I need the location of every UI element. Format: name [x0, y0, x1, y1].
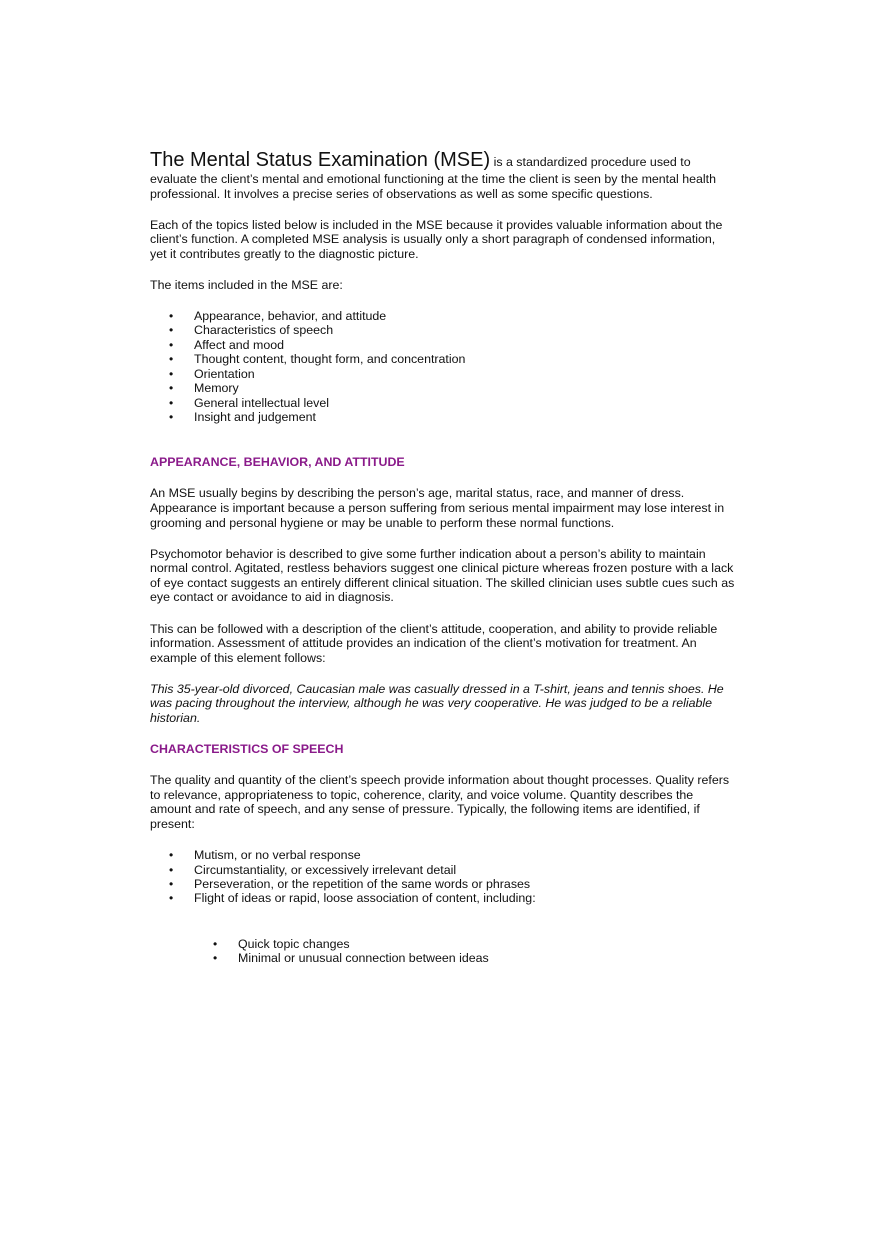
- appearance-paragraph-3: This can be followed with a description of the client’s attitude, cooperation, and ability to provide reliable information. Assessment of attitude provides an indication of the client’s motivation for treatment. An example of this element follows:: [150, 621, 718, 665]
- list-item: • Minimal or unusual connection between ideas: [194, 951, 735, 965]
- list-item: • Orientation: [150, 367, 735, 381]
- appearance-paragraph-1: An MSE usually begins by describing the person’s age, marital status, race, and manner of dress. Appearance is important because a person suffering from serious mental impairment may lose interest in grooming and personal hygiene or may be unable to perform these normal functions.: [150, 486, 725, 530]
- list-item: • Affect and mood: [150, 338, 735, 352]
- section-heading-appearance: APPEARANCE, BEHAVIOR, AND ATTITUDE: [150, 455, 405, 470]
- list-item: • Perseveration, or the repetition of the same words or phrases: [150, 877, 735, 891]
- list-item: • Circumstantiality, or excessively irrelevant detail: [150, 863, 735, 877]
- intro-paragraph: [150, 148, 735, 201]
- document-page: [150, 148, 735, 966]
- list-item: • Appearance, behavior, and attitude: [150, 309, 735, 323]
- speech-subitems-list: [150, 937, 735, 966]
- appearance-paragraph-2: Psychomotor behavior is described to give some further indication about a person’s ability to maintain normal control. Agitated, restless behaviors suggest one clinical picture whereas frozen posture with a lack of eye contact suggests an entirely different clinical situation. The skilled clinician uses subtle cues such as eye contact or avoidance to aid in diagnosis.: [150, 546, 735, 605]
- intro-text: is a standardized procedure used to evaluate the client’s mental and emotional functioning at the time the client is seen by the mental health professional. It involves a precise series of observations as well as some specific questions.: [150, 155, 716, 201]
- list-item: • Thought content, thought form, and concentration: [150, 352, 735, 366]
- list-item: • General intellectual level: [150, 396, 735, 410]
- intro-paragraph-3: The items included in the MSE are:: [150, 277, 343, 292]
- list-item: • Memory: [150, 381, 735, 395]
- section-heading-speech: CHARACTERISTICS OF SPEECH: [150, 742, 344, 757]
- appearance-example: This 35-year-old divorced, Caucasian male was casually dressed in a T-shirt, jeans and tennis shoes. He was pacing throughout the interview, although he was very cooperative. He was judged to be a reliable historian.: [150, 681, 724, 726]
- speech-paragraph-1: The quality and quantity of the client’s speech provide information about thought processes. Quality refers to relevance, appropriateness to topic, coherence, clarity, and voice volume. Quantity describes the amount and rate of speech, and any sense of pressure. Typically, the following items are identified, if present:: [150, 773, 730, 831]
- intro-paragraph-2: Each of the topics listed below is included in the MSE because it provides valuable information about the client’s function. A completed MSE analysis is usually only a short paragraph of condensed information, yet it contributes greatly to the diagnostic picture.: [150, 217, 723, 261]
- speech-items-list: [150, 848, 735, 906]
- mse-items-list: [150, 309, 735, 424]
- document-title: The Mental Status Examination (MSE): [150, 149, 491, 171]
- list-item: • Insight and judgement: [150, 410, 735, 424]
- list-item: • Characteristics of speech: [150, 323, 735, 337]
- list-item: • Flight of ideas or rapid, loose association of content, including:: [150, 891, 735, 905]
- list-item: • Quick topic changes: [194, 937, 735, 951]
- list-item: • Mutism, or no verbal response: [150, 848, 735, 862]
